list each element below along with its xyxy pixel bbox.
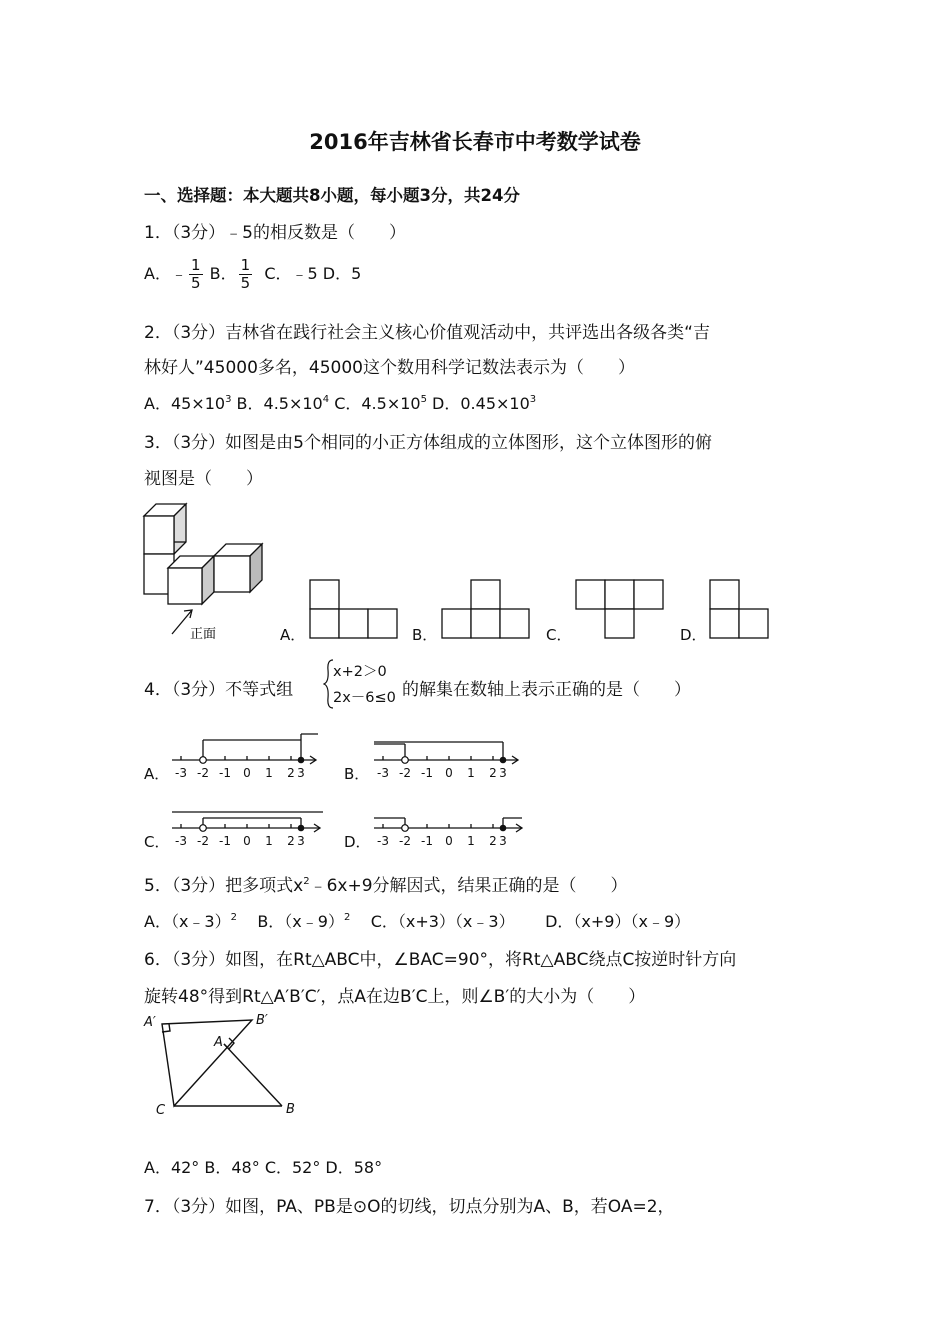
- q3-view-a: [308, 578, 400, 640]
- q5-stem-pre: 5．（3分）把多项式x: [144, 876, 304, 896]
- tick-label: 2: [489, 834, 497, 848]
- q2-option-b: B．4.5×10: [231, 394, 323, 413]
- q3-view-c: [574, 578, 666, 640]
- tick-label: 2: [489, 766, 497, 780]
- q2-option-d: D．0.45×10: [426, 394, 530, 413]
- q2-option-d-exponent: 3: [529, 394, 537, 405]
- q3-line2: 视图是（ ）: [144, 469, 263, 489]
- section-heading: 一、选择题：本大题共8小题，每小题3分，共24分: [144, 186, 520, 205]
- q4-numberline-a: [168, 730, 324, 782]
- q2-option-c: C．4.5×10: [329, 394, 421, 413]
- tick-label: -1: [219, 766, 231, 780]
- tick-label: 0: [445, 834, 453, 848]
- q5-stem-exponent: 2: [303, 876, 310, 887]
- tick-label: -2: [399, 766, 411, 780]
- label-c: C: [156, 1103, 166, 1118]
- q4-inequality-1: x+2＞0: [333, 664, 387, 680]
- tick-label: -2: [197, 766, 209, 780]
- tick-label: 0: [445, 766, 453, 780]
- q2-option-a: A．45×10: [144, 394, 226, 413]
- tick-label: -3: [377, 766, 389, 780]
- q6-triangle-figure: [140, 1010, 310, 1122]
- q6-line2: 旋转48°得到Rt△A′B′C′，点A在边B′C上，则∠B′的大小为（ ）: [144, 987, 646, 1007]
- tick-label: -3: [175, 834, 187, 848]
- q5-stem: [144, 871, 628, 896]
- q5-option-b: B．（x﹣9）: [257, 912, 344, 931]
- tick-label: -2: [399, 834, 411, 848]
- q4-stem-post: 的解集在数轴上表示正确的是（ ）: [402, 680, 691, 700]
- q3-label-a: A．: [280, 626, 306, 644]
- q4-label-a: A．: [144, 765, 170, 783]
- tick-label: 3: [297, 834, 305, 848]
- tick-label: 1: [467, 834, 475, 848]
- q1-options: [144, 257, 361, 292]
- tick-label: 0: [243, 834, 251, 848]
- tick-label: 0: [243, 766, 251, 780]
- page-title: 2016年吉林省长春市中考数学试卷: [309, 130, 641, 154]
- tick-label: -1: [219, 834, 231, 848]
- q7-line1: 7．（3分）如图，PA、PB是⊙O的切线，切点分别为A、B，若OA=2，: [144, 1197, 675, 1217]
- q2-line2: 林好人”45000多名，45000这个数用科学记数法表示为（ ）: [144, 358, 635, 378]
- tick-label: 3: [297, 766, 305, 780]
- q1-option-a-fraction: [189, 257, 203, 292]
- q4-numberline-d: [370, 800, 530, 852]
- q1-options-cd: C．﹣5 D．5: [264, 264, 362, 283]
- q5-option-a: A．（x﹣3）: [144, 912, 231, 931]
- q2-option-c-exponent: 5: [420, 394, 427, 405]
- tick-label: 2: [287, 834, 295, 848]
- q3-view-b: [440, 578, 532, 640]
- tick-label: 3: [499, 766, 507, 780]
- q2-option-b-exponent: 4: [322, 394, 330, 405]
- q3-label-d: D．: [680, 626, 707, 644]
- q3-cube-figure: [138, 498, 278, 646]
- q1-option-a-sign: ﹣: [170, 264, 187, 283]
- tick-label: -2: [197, 834, 209, 848]
- q4-numberline-b: [370, 730, 526, 782]
- label-a: A: [214, 1035, 223, 1050]
- q5-option-b-exponent: 2: [343, 912, 351, 923]
- q6-options: A．42° B．48° C．52° D．58°: [144, 1158, 383, 1177]
- q5-option-d: D．（x+9）（x﹣9）: [545, 912, 691, 931]
- q4-label-c: C．: [144, 833, 170, 851]
- q5-option-c: C．（x+3）（x﹣3）: [370, 912, 515, 931]
- q1-stem: 1．（3分）﹣5的相反数是（ ）: [144, 223, 406, 243]
- q1-option-a-prefix: A．: [144, 264, 171, 283]
- tick-label: 1: [467, 766, 475, 780]
- q4-numberline-c: [168, 800, 328, 852]
- tick-label: 1: [265, 834, 273, 848]
- label-a-prime: A′: [144, 1015, 156, 1030]
- tick-label: -3: [175, 766, 187, 780]
- tick-label: -3: [377, 834, 389, 848]
- fraction-numerator: 1: [190, 256, 201, 274]
- tick-label: 1: [265, 766, 273, 780]
- q2-option-a-exponent: 3: [225, 394, 232, 405]
- q3-label-c: C．: [546, 626, 572, 644]
- tick-label: -1: [421, 766, 433, 780]
- q2-options: [144, 391, 536, 414]
- tick-label: 3: [499, 834, 507, 848]
- q4-label-d: D．: [344, 833, 371, 851]
- label-b-prime: B′: [256, 1013, 268, 1028]
- tick-label: 2: [287, 766, 295, 780]
- q4-label-b: B．: [344, 765, 370, 783]
- q5-options: [144, 909, 690, 932]
- q4-stem-pre: 4．（3分）不等式组: [144, 680, 294, 700]
- fraction-numerator: 1: [240, 256, 251, 274]
- q5-stem-post: ﹣6x+9分解因式，结果正确的是（ ）: [309, 876, 628, 896]
- q2-line1: 2．（3分）吉林省在践行社会主义核心价值观活动中，共评选出各级各类“吉: [144, 323, 710, 343]
- q3-view-d: [708, 578, 772, 640]
- q3-line1: 3．（3分）如图是由5个相同的小正方体组成的立体图形，这个立体图形的俯: [144, 433, 712, 453]
- q1-option-b-fraction: [239, 257, 253, 292]
- q4-inequality-system: [323, 658, 403, 710]
- q6-line1: 6．（3分）如图，在Rt△ABC中，∠BAC=90°，将Rt△ABC绕点C按逆时针方向: [144, 950, 737, 970]
- q4-inequality-2: 2x－6≤0: [333, 690, 396, 706]
- fraction-denominator: 5: [240, 274, 251, 292]
- label-b: B: [286, 1102, 295, 1117]
- front-label: 正面: [190, 627, 217, 642]
- q3-label-b: B．: [412, 626, 438, 644]
- q1-option-b-prefix: B．: [209, 264, 237, 283]
- q5-option-a-exponent: 2: [230, 912, 237, 923]
- tick-label: -1: [421, 834, 433, 848]
- fraction-denominator: 5: [190, 274, 201, 292]
